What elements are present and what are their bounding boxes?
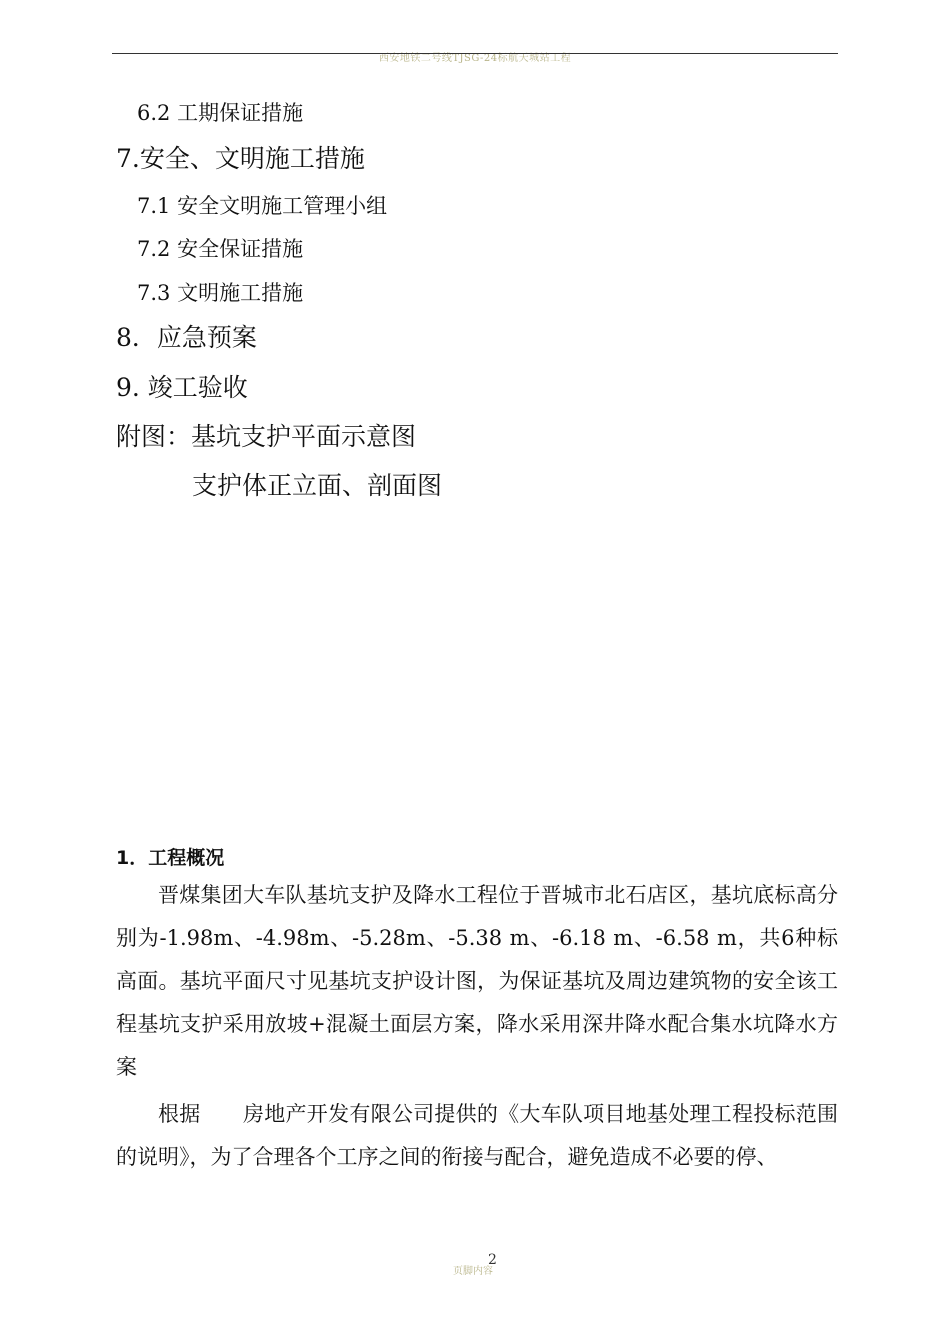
toc-item-7-3: 7.3 文明施工措施 (137, 281, 304, 305)
toc-item-7-1: 7.1 安全文明施工管理小组 (137, 194, 388, 218)
page-header-text: 西安地铁二号线TJSG-24标航天城站工程 (378, 53, 572, 64)
page-number: 2 (488, 1252, 497, 1268)
footer-text: 页脚内容 (453, 1266, 493, 1277)
section-heading: 1．工程概况 (116, 847, 225, 869)
overview-paragraph: 晋煤集团大车队基坑支护及降水工程位于晋城市北石店区，基坑底标高分别为-1.98m、-4.98m、-5.28m、-5.38 m、-6.18 m、-6.58 m，共6种标高面。基坑平面尺寸见基坑支护设计图，为保证基坑及周边建筑物的安全该工程基坑支护采用放坡+混凝土面层方案，降水采用深井降水配合集水坑降水方案 (116, 883, 838, 1079)
toc-item-6-2: 6.2 工期保证措施 (137, 101, 304, 125)
toc-appendix-plan: 附图：基坑支护平面示意图 (116, 422, 417, 451)
toc-item-7-2: 7.2 安全保证措施 (137, 237, 304, 261)
basis-paragraph: 根据 房地产开发有限公司提供的《大车队项目地基处理工程投标范围的说明》，为了合理各个工序之间的衔接与配合，避免造成不必要的停、 (116, 1102, 838, 1169)
toc-item-8: 8．应急预案 (116, 323, 257, 352)
toc-item-9: 9. 竣工验收 (116, 373, 248, 402)
toc-item-7: 7.安全、文明施工措施 (116, 144, 365, 173)
toc-appendix-section: 支护体正立面、剖面图 (192, 471, 443, 500)
header-rule (112, 53, 838, 54)
